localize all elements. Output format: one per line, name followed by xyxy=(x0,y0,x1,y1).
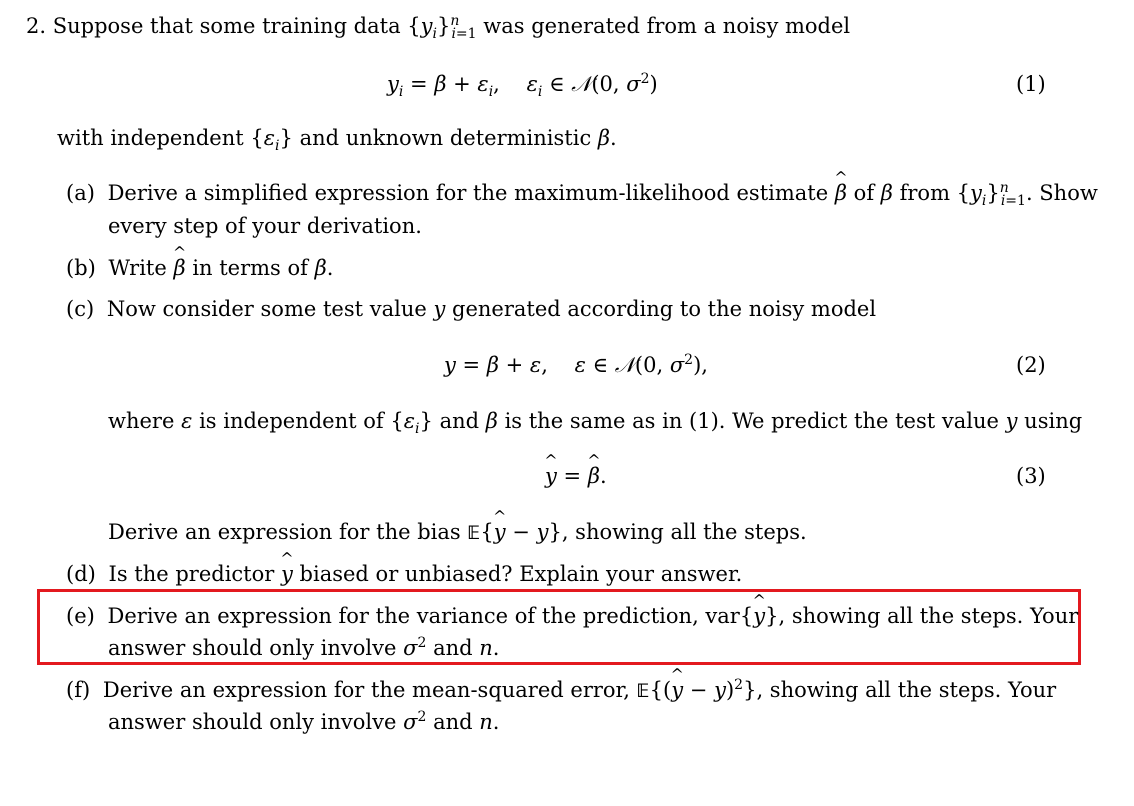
equation-3: y ^ = β ^ . xyxy=(544,451,607,488)
part-f-label: (f) xyxy=(66,678,91,702)
part-e-line-1 xyxy=(66,591,1079,630)
part-a-text-4: . Show xyxy=(1025,181,1098,205)
independence-line xyxy=(57,124,617,155)
n-symbol-e: n xyxy=(479,636,493,660)
part-d-text-2: biased or unbiased? Explain your answer. xyxy=(299,562,743,586)
part-f-text-4: and xyxy=(433,710,473,734)
beta-symbol-c: β xyxy=(485,409,498,433)
noise-set-expr-c: $\{\varepsilon_i\}$ xyxy=(390,409,433,438)
part-c-label: (c) xyxy=(66,297,95,321)
part-e-line-2: answer should only involve $\sigma^2$ and n. xyxy=(108,635,500,660)
bias-expr: 𝔼{y ^ − y} xyxy=(467,507,562,544)
part-c-where-line xyxy=(108,407,1083,438)
part-f-text-2: , showing all the steps. Your xyxy=(756,678,1057,702)
part-b-line xyxy=(66,243,334,282)
where-text-3: and xyxy=(439,409,480,433)
part-f-text-3: answer should only involve xyxy=(108,710,397,734)
where-text-2: is independent of xyxy=(199,409,384,433)
n-symbol-f: n xyxy=(479,710,493,734)
part-a-text-3: from xyxy=(899,181,950,205)
part-c-line-1 xyxy=(66,295,876,323)
part-e-label: (e) xyxy=(66,604,95,628)
where-text-1: where xyxy=(108,409,175,433)
part-a-line-2: every step of your derivation. xyxy=(108,214,422,238)
beta-hat-symbol-b: β ^ xyxy=(172,243,187,280)
beta-symbol-a: β xyxy=(880,181,893,205)
intro-text-pre: Suppose that some training data xyxy=(52,14,401,38)
sigma-squared-f: σ xyxy=(403,710,418,734)
part-d-line xyxy=(66,549,743,588)
equation-1-tag: (1) xyxy=(1016,72,1046,96)
part-e-text-2: , showing all the steps. Your xyxy=(778,604,1079,628)
part-c-text-2: generated according to the noisy model xyxy=(452,297,877,321)
equation-2-tag: (2) xyxy=(1016,353,1046,377)
equation-1: $y_i = \beta + \varepsilon_i$, $\varepsilon_i$ ∈ 𝒩(0, $\sigma^2$) xyxy=(387,71,658,101)
data-set-expr: $\{y_i\}^n_{i=1}$ xyxy=(407,13,477,43)
part-a-text-1: Derive a simplified expression for the maximum-likelihood estimate xyxy=(107,181,829,205)
y-hat-symbol-d: y ^ xyxy=(280,549,294,586)
part-f-line-1 xyxy=(66,665,1057,705)
where-text-4: is the same as in (1). We predict the test value xyxy=(504,409,999,433)
part-c-bias-line xyxy=(108,507,807,547)
part-b-text-3: . xyxy=(326,256,334,280)
var-expr: {y ^ } xyxy=(739,591,779,628)
where-text-5: using xyxy=(1024,409,1083,433)
part-a-label: (a) xyxy=(66,181,95,205)
problem-number: 2. xyxy=(26,14,47,38)
part-e-text-1: Derive an expression for the variance of the prediction, var xyxy=(107,604,740,628)
part-a-text-2: of xyxy=(853,181,875,205)
part-e-text-5: . xyxy=(492,636,500,660)
part-e-text-3: answer should only involve xyxy=(108,636,397,660)
beta-hat-symbol: β ^ xyxy=(834,168,848,205)
part-b-text-2: in terms of xyxy=(192,256,308,280)
part-b-label: (b) xyxy=(66,256,96,280)
independence-text-c: . xyxy=(610,126,617,150)
bias-text-2: , showing all the steps. xyxy=(561,520,807,544)
problem-intro-line xyxy=(26,12,851,43)
part-d-label: (d) xyxy=(66,562,96,586)
part-c-text-1: Now consider some test value xyxy=(106,297,427,321)
part-f-text-1: Derive an expression for the mean-squared error, xyxy=(102,678,630,702)
independence-text-a: with independent xyxy=(57,126,244,150)
equation-2: y = β + ε, ε ∈ 𝒩(0, $\sigma^2$), xyxy=(444,352,708,377)
data-set-expr-a: $\{y_i\}^n_{i=1}$ xyxy=(956,180,1026,210)
beta-symbol-b: β xyxy=(314,256,327,280)
noise-set-expr: $\{\varepsilon_i\}$ xyxy=(250,126,293,155)
y-symbol-c: y xyxy=(433,297,446,321)
part-f-text-5: . xyxy=(492,710,500,734)
part-b-text-1: Write xyxy=(108,256,167,280)
part-f-line-2: answer should only involve $\sigma^2$ and n. xyxy=(108,709,500,734)
independence-text-b: and unknown deterministic xyxy=(299,126,592,150)
sigma-squared-e: σ xyxy=(403,636,418,660)
part-e-text-4: and xyxy=(433,636,473,660)
part-a-line-1 xyxy=(66,168,1098,210)
beta-symbol: β xyxy=(597,126,611,150)
mse-expr: 𝔼{(y ^ − y)$^2$} xyxy=(636,665,757,702)
equation-3-tag: (3) xyxy=(1016,464,1046,488)
part-d-text-1: Is the predictor xyxy=(108,562,275,586)
intro-text-post: was generated from a noisy model xyxy=(483,14,851,38)
epsilon-symbol: ε xyxy=(181,409,193,433)
bias-text-1: Derive an expression for the bias xyxy=(108,520,461,544)
y-symbol-c2: y xyxy=(1005,409,1018,433)
